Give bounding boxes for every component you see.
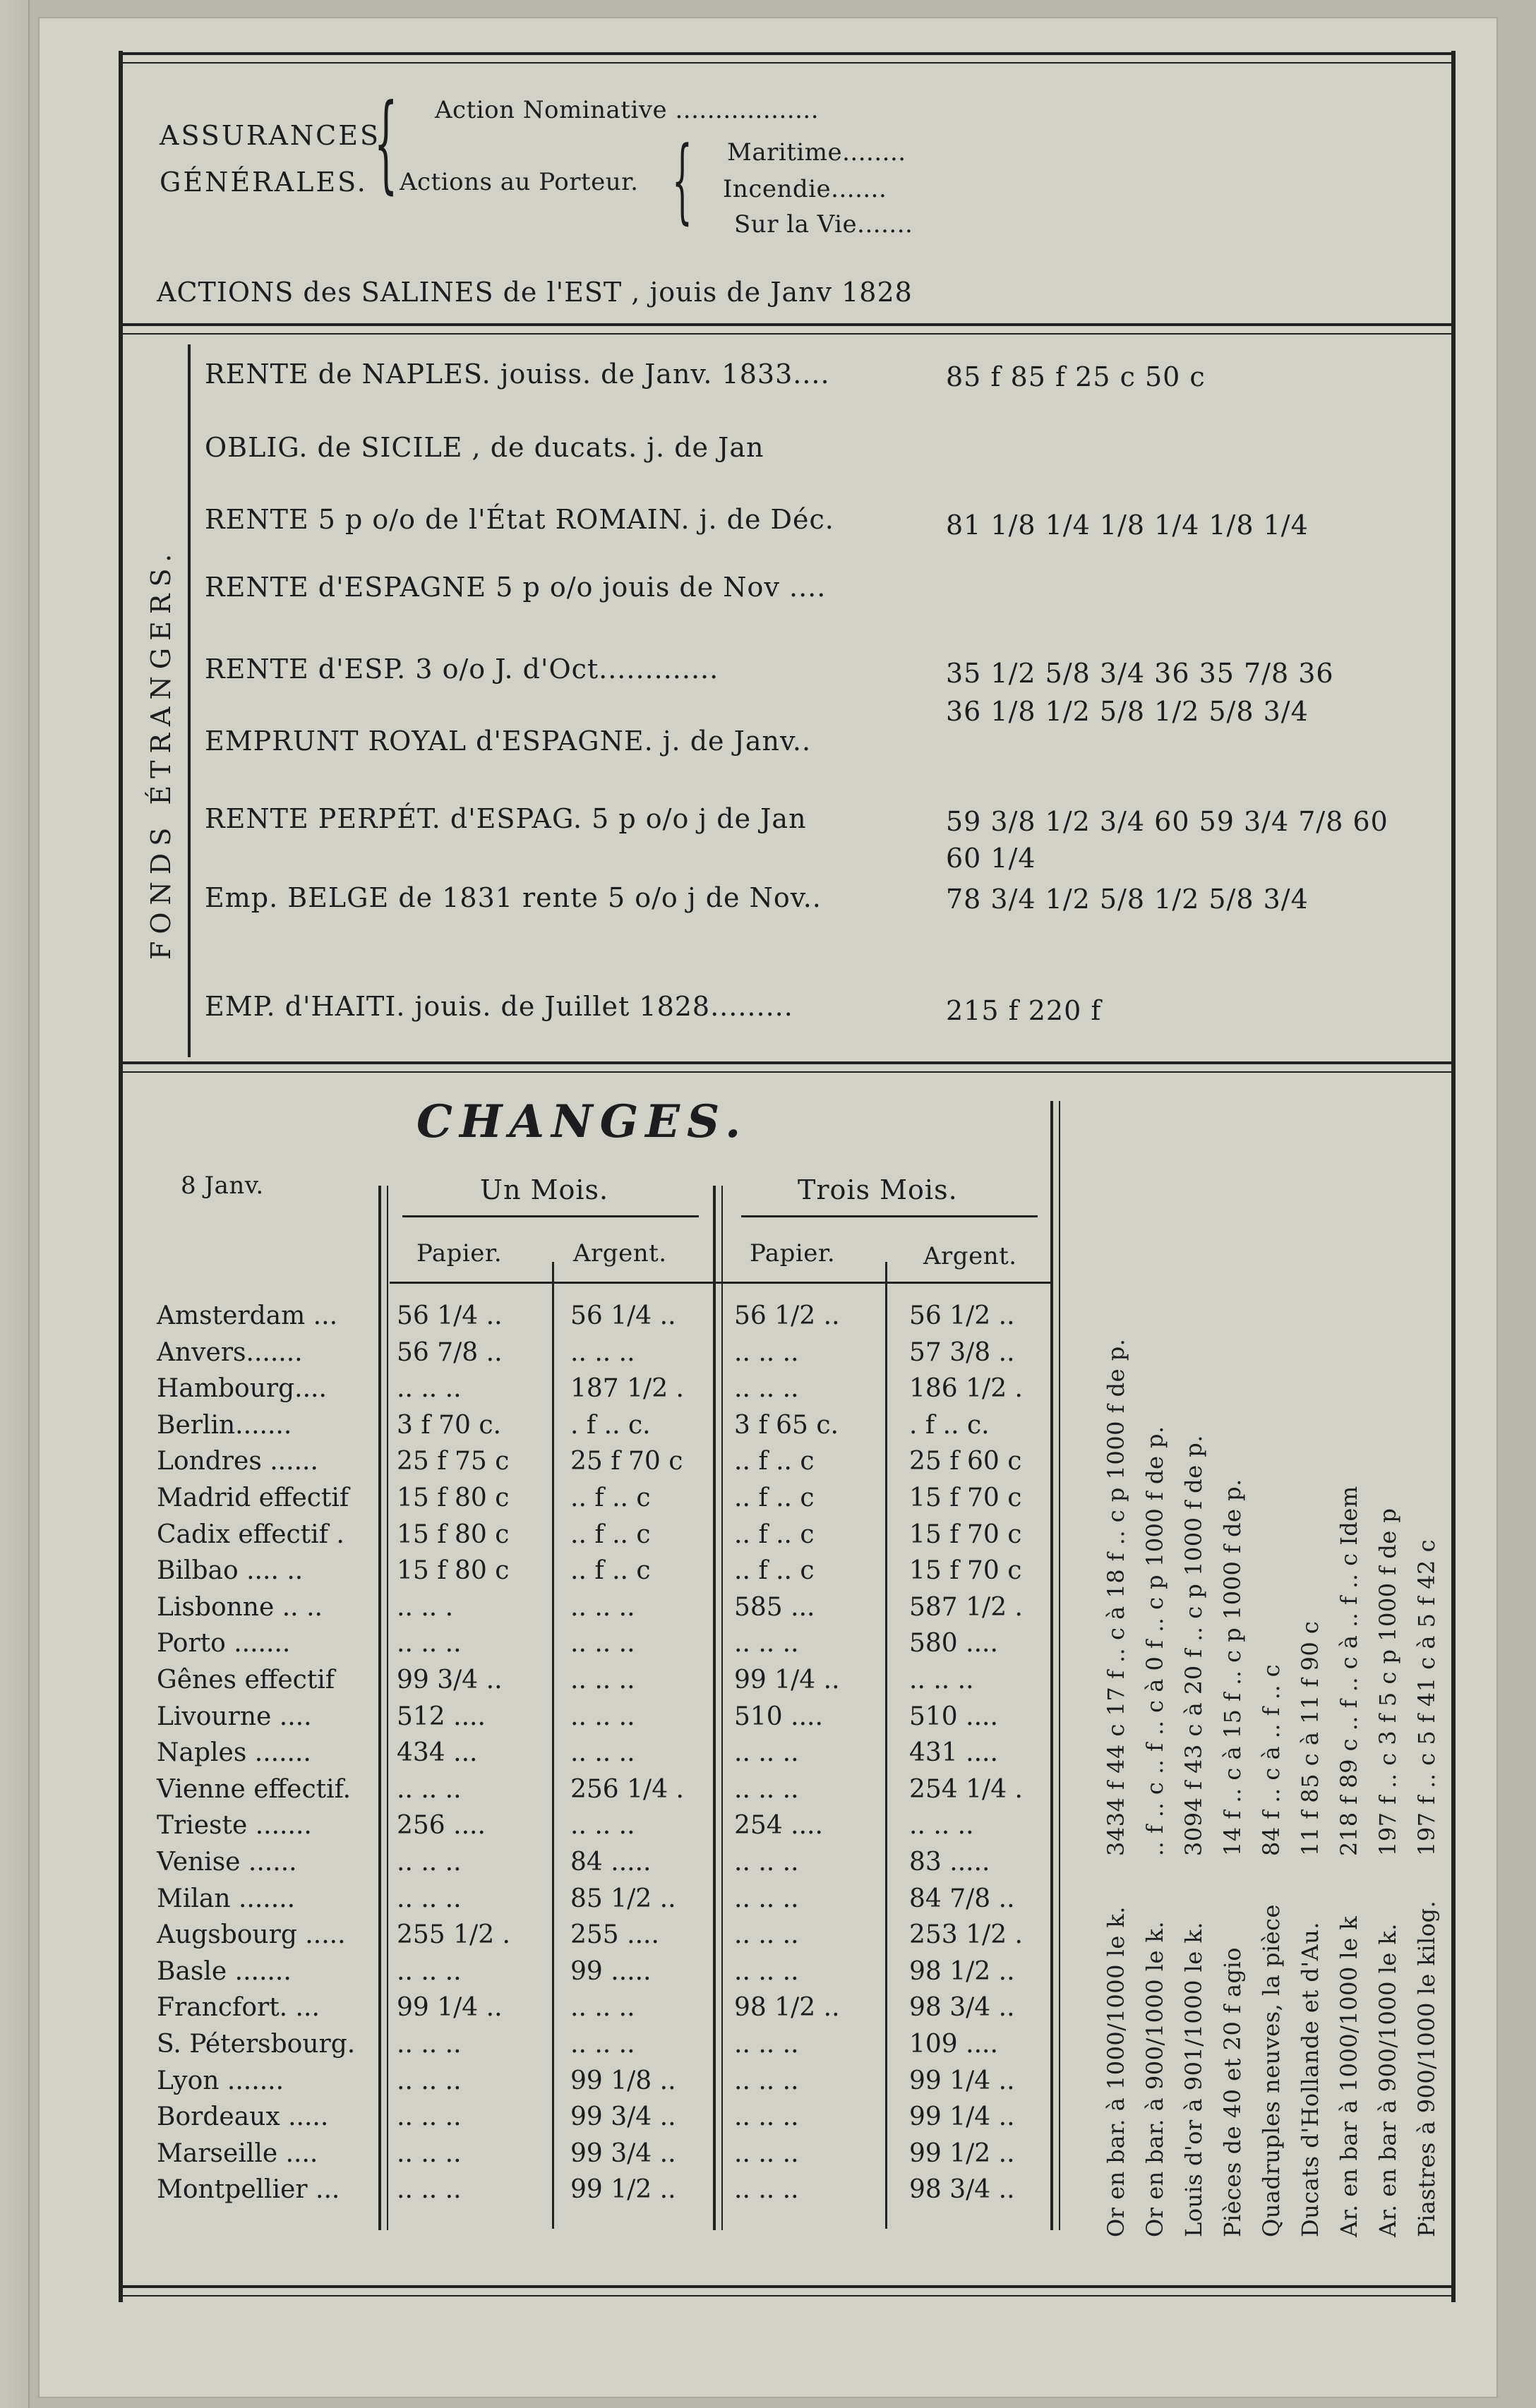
changes-cell: .. .. ..: [734, 1956, 799, 1986]
changes-city: Montpellier ...: [157, 2175, 340, 2205]
fonds-divider: [188, 344, 191, 1057]
argent-header-2: Argent.: [923, 1242, 1017, 1270]
changes-city: Naples .......: [157, 1738, 311, 1768]
changes-row: [157, 1411, 1053, 1447]
changes-cell: 25 f 70 c: [570, 1447, 683, 1476]
un-mois-underline: [402, 1215, 699, 1217]
changes-city: Londres ......: [157, 1447, 318, 1476]
changes-city: Berlin.......: [157, 1410, 292, 1440]
changes-cell: 84 .....: [570, 1848, 652, 1877]
changes-cell: 3 f 65 c.: [734, 1410, 839, 1440]
sur-la-vie: Sur la Vie.......: [734, 210, 913, 239]
changes-cell: 98 1/2 ..: [734, 1993, 840, 2023]
changes-cell: 580 ....: [909, 1629, 998, 1658]
changes-cell: 15 f 70 c: [909, 1519, 1022, 1549]
changes-cell: 254 ....: [734, 1811, 823, 1841]
changes-title: CHANGES.: [416, 1095, 748, 1148]
changes-cell: .. .. ..: [734, 1374, 799, 1404]
changes-cell: .. .. ..: [734, 1884, 799, 1913]
changes-cell: 85 1/2 ..: [570, 1884, 676, 1913]
changes-cell: .. .. ..: [397, 2030, 462, 2059]
action-nominative: Action Nominative ..................: [435, 96, 820, 124]
fonds-row-name: OBLIG. de SICILE , de ducats. j. de Jan: [205, 432, 764, 463]
changes-cell: 3 f 70 c.: [397, 1410, 501, 1440]
argent-header-1: Argent.: [573, 1239, 667, 1268]
bottom-rule: [119, 2285, 1451, 2296]
changes-cell: 109 ....: [909, 2030, 998, 2059]
changes-cell: .. .. ..: [734, 2030, 799, 2059]
changes-cell: .. .. ..: [397, 1848, 462, 1877]
changes-row: [157, 1738, 1053, 1775]
changes-row: [157, 1957, 1053, 1994]
changes-cell: .. .. ..: [734, 2102, 799, 2132]
fonds-side-label: FONDS ÉTRANGERS.: [145, 546, 176, 960]
metal-label: Or en bar. à 1000/1000 le k.: [1103, 1906, 1129, 2237]
changes-cell: 57 3/8 ..: [909, 1337, 1015, 1367]
changes-city: Augsbourg .....: [157, 1920, 346, 1950]
changes-city: Livourne ....: [157, 1702, 312, 1731]
changes-cell: .. .. ..: [734, 1920, 799, 1950]
changes-cell: .. .. ..: [734, 2138, 799, 2168]
changes-row: [157, 2175, 1053, 2212]
fonds-row-values: 81 1/8 1/4 1/8 1/4 1/8 1/4: [946, 510, 1309, 541]
un-mois-header: Un Mois.: [480, 1174, 609, 1205]
changes-city: Francfort. ...: [157, 1993, 320, 2023]
brace-porteur: {: [672, 126, 692, 234]
changes-cell: 98 3/4 ..: [909, 2175, 1015, 2205]
changes-row: [157, 1884, 1053, 1921]
changes-cell: 512 ....: [397, 1702, 486, 1731]
metal-label: Or en bar. à 900/1000 le k.: [1141, 1920, 1168, 2237]
changes-city: Porto .......: [157, 1629, 291, 1658]
changes-cell: .. .. ..: [570, 1702, 635, 1731]
changes-cell: .. .. ..: [397, 2138, 462, 2168]
changes-cell: 84 7/8 ..: [909, 1884, 1015, 1913]
maritime: Maritime........: [727, 138, 906, 167]
changes-cell: .. f .. c: [570, 1483, 651, 1512]
changes-city: Hambourg....: [157, 1374, 327, 1404]
changes-cell: 98 1/2 ..: [909, 1956, 1015, 1986]
papier-header-2: Papier.: [750, 1239, 836, 1268]
changes-city: Lyon .......: [157, 2066, 284, 2095]
changes-cell: 25 f 75 c: [397, 1447, 510, 1476]
rule-below-salines: [119, 323, 1451, 335]
changes-cell: 434 ...: [397, 1738, 478, 1768]
changes-cell: .. .. ..: [397, 1956, 462, 1986]
changes-row: [157, 2066, 1053, 2103]
changes-cell: 99 3/4 ..: [570, 2102, 676, 2132]
changes-cell: .. .. ..: [570, 1666, 635, 1694]
changes-cell: .. .. ..: [397, 1774, 462, 1804]
changes-cell: 99 1/2 ..: [570, 2175, 676, 2205]
changes-cell: .. .. ..: [570, 2030, 635, 2059]
brace-assurances: {: [374, 82, 398, 205]
fonds-row-values: 215 f 220 f: [946, 995, 1102, 1026]
metal-value: 218 f 89 c .. f .. c à .. f .. c Idem: [1336, 1486, 1362, 1856]
incendie: Incendie.......: [723, 175, 887, 203]
metal-label: Piastres à 900/1000 le kilog.: [1413, 1900, 1440, 2237]
fonds-row-values: 35 1/2 5/8 3/4 36 35 7/8 36: [946, 658, 1334, 689]
changes-cell: 99 1/2 ..: [909, 2138, 1015, 2168]
changes-row: [157, 1483, 1053, 1520]
changes-cell: .. .. ..: [570, 1337, 635, 1367]
changes-cell: 99 1/4 ..: [909, 2066, 1015, 2095]
changes-row: [157, 1556, 1053, 1593]
changes-cell: 15 f 70 c: [909, 1556, 1022, 1586]
assurances-label: ASSURANCES: [160, 120, 381, 151]
changes-cell: 99 3/4 ..: [570, 2138, 676, 2168]
changes-row: [157, 2102, 1053, 2139]
generales-label: GÉNÉRALES.: [160, 167, 368, 198]
fonds-row-name: RENTE d'ESPAGNE 5 p o/o jouis de Nov ....: [205, 572, 827, 603]
page-edge: [0, 0, 30, 2408]
metal-value: 3094 f 43 c à 20 f .. c p 1000 f de p.: [1180, 1435, 1207, 1856]
changes-cell: .. .. ..: [397, 1884, 462, 1913]
changes-cell: .. .. ..: [734, 2175, 799, 2205]
fonds-row-name: RENTE 5 p o/o de l'État ROMAIN. j. de Déc.: [205, 504, 834, 535]
changes-row: [157, 1301, 1053, 1338]
changes-cell: 510 ....: [909, 1702, 998, 1731]
changes-city: Vienne effectif.: [157, 1774, 352, 1804]
changes-cell: .. f .. c: [734, 1556, 815, 1586]
changes-cell: 253 1/2 .: [909, 1920, 1023, 1950]
changes-cell: 186 1/2 .: [909, 1374, 1023, 1404]
metal-label: Ar. en bar à 900/1000 le k.: [1374, 1922, 1401, 2237]
changes-cell: .. .. ..: [734, 1337, 799, 1367]
changes-cell: 187 1/2 .: [570, 1374, 684, 1404]
changes-cell: 99 1/4 ..: [397, 1993, 503, 2023]
metal-label: Quadruples neuves, la pièce: [1258, 1904, 1285, 2237]
changes-cell: .. .. ..: [397, 1374, 462, 1404]
changes-row: [157, 1811, 1053, 1848]
changes-cell: 99 1/8 ..: [570, 2066, 676, 2095]
changes-cell: .. .. ..: [397, 2066, 462, 2095]
changes-row: [157, 1775, 1053, 1812]
trois-mois-underline: [741, 1215, 1038, 1217]
changes-cell: .. .. ..: [734, 1738, 799, 1768]
changes-cell: .. .. ..: [397, 2102, 462, 2132]
changes-city: Milan .......: [157, 1884, 296, 1913]
changes-cell: .. .. ..: [570, 1592, 635, 1622]
metal-value: 197 f .. c 5 f 41 c à 5 f 42 c: [1413, 1539, 1440, 1856]
changes-cell: 587 1/2 .: [909, 1592, 1023, 1622]
metal-value: 14 f .. c à 15 f .. c p 1000 f de p.: [1219, 1479, 1246, 1856]
changes-row: [157, 1666, 1053, 1702]
changes-cell: 256 ....: [397, 1811, 486, 1841]
changes-cell: 99 .....: [570, 1956, 652, 1986]
actions-porteur: Actions au Porteur.: [400, 168, 639, 196]
metal-label: Louis d'or à 901/1000 le k.: [1180, 1921, 1207, 2237]
fonds-row-name: EMPRUNT ROYAL d'ESPAGNE. j. de Janv..: [205, 726, 812, 757]
changes-cell: .. .. ..: [734, 1848, 799, 1877]
changes-cell: .. .. ..: [570, 1811, 635, 1841]
fonds-row-values: 78 3/4 1/2 5/8 1/2 5/8 3/4: [946, 884, 1309, 915]
changes-cell: 256 1/4 .: [570, 1774, 684, 1804]
changes-cell: 83 .....: [909, 1848, 990, 1877]
metal-value: 197 f .. c 3 f 5 c p 1000 f de p: [1374, 1507, 1401, 1856]
fonds-row-name: EMP. d'HAITI. jouis. de Juillet 1828.........: [205, 991, 793, 1022]
changes-col-line: [1059, 1101, 1060, 2230]
changes-cell: 56 1/2 ..: [909, 1301, 1015, 1330]
changes-cell: .. f .. c: [734, 1447, 815, 1476]
fonds-row-name: RENTE PERPÉT. d'ESPAG. 5 p o/o j de Jan: [205, 803, 807, 834]
changes-cell: .. .. ..: [570, 1738, 635, 1768]
changes-date: 8 Janv.: [181, 1172, 264, 1200]
fonds-row-values-cont: 36 1/8 1/2 5/8 1/2 5/8 3/4: [946, 696, 1309, 727]
changes-city: Madrid effectif: [157, 1483, 349, 1512]
changes-cell: .. .. ..: [570, 1629, 635, 1658]
changes-cell: .. .. ..: [734, 2066, 799, 2095]
fonds-row-name: Emp. BELGE de 1831 rente 5 o/o j de Nov..: [205, 882, 822, 913]
changes-cell: 585 ...: [734, 1592, 815, 1622]
changes-row: [157, 1374, 1053, 1411]
changes-cell: .. .. ..: [909, 1666, 974, 1694]
changes-cell: 99 1/4 ..: [734, 1666, 840, 1694]
changes-city: Venise ......: [157, 1848, 297, 1877]
changes-table: [157, 1301, 1053, 2219]
changes-cell: 255 1/2 .: [397, 1920, 510, 1950]
changes-cell: .. .. ..: [397, 2175, 462, 2205]
changes-city: Lisbonne .. ..: [157, 1592, 323, 1622]
changes-row: [157, 1338, 1053, 1375]
changes-cell: .. .. ..: [397, 1629, 462, 1658]
changes-city: Marseille ....: [157, 2138, 318, 2168]
changes-cell: .. f .. c: [734, 1483, 815, 1512]
changes-cell: .. .. ..: [734, 1629, 799, 1658]
changes-cell: 431 ....: [909, 1738, 998, 1768]
changes-city: Basle .......: [157, 1956, 292, 1986]
changes-cell: 98 3/4 ..: [909, 1993, 1015, 2023]
changes-cell: 56 1/4 ..: [570, 1301, 676, 1330]
changes-cell: 15 f 80 c: [397, 1483, 510, 1512]
changes-cell: .. f .. c: [734, 1519, 815, 1549]
fonds-row-values: 59 3/8 1/2 3/4 60 59 3/4 7/8 60: [946, 806, 1388, 837]
metal-value: 11 f 85 c à 11 f 90 c: [1297, 1620, 1324, 1856]
top-rule: [119, 52, 1451, 64]
changes-cell: 99 1/4 ..: [909, 2102, 1015, 2132]
changes-row: [157, 2030, 1053, 2066]
changes-city: Amsterdam ...: [157, 1301, 338, 1330]
fonds-row-name: RENTE de NAPLES. jouiss. de Janv. 1833....: [205, 359, 830, 390]
changes-city: Bilbao .... ..: [157, 1556, 304, 1586]
changes-row: [157, 1593, 1053, 1630]
rule-above-changes: [119, 1061, 1451, 1073]
salines-line: ACTIONS des SALINES de l'EST , jouis de Janv 1828: [157, 277, 913, 308]
changes-cell: 15 f 80 c: [397, 1556, 510, 1586]
metal-label: Pièces de 40 et 20 f agio: [1219, 1946, 1246, 2237]
papier-header-1: Papier.: [416, 1239, 503, 1268]
changes-cell: 56 7/8 ..: [397, 1337, 503, 1367]
changes-row: [157, 2139, 1053, 2176]
metal-value: .. f .. c .. f .. c à 0 f .. c p 1000 f de p.: [1141, 1426, 1168, 1856]
changes-row: [157, 1629, 1053, 1666]
changes-cell: .. f .. c: [570, 1556, 651, 1586]
changes-cell: 15 f 80 c: [397, 1519, 510, 1549]
changes-cell: 99 3/4 ..: [397, 1666, 503, 1694]
changes-city: S. Pétersbourg.: [157, 2030, 356, 2059]
changes-cell: .. .. ..: [909, 1811, 974, 1841]
changes-cell: 510 ....: [734, 1702, 823, 1731]
changes-cell: 254 1/4 .: [909, 1774, 1023, 1804]
changes-cell: .. .. .: [397, 1592, 454, 1622]
changes-row: [157, 1520, 1053, 1557]
metals-block: [1087, 1087, 1440, 2244]
changes-city: Gênes effectif: [157, 1666, 335, 1694]
metal-value: 84 f .. c à .. f .. c: [1258, 1663, 1285, 1856]
fonds-row-values: 85 f 85 f 25 c 50 c: [946, 361, 1206, 392]
metal-label: Ducats d'Hollande et d'Au.: [1297, 1921, 1324, 2237]
changes-cell: 15 f 70 c: [909, 1483, 1022, 1512]
metal-value: 3434 f 44 c 17 f .. c à 18 f .. c p 1000 f de p.: [1103, 1338, 1129, 1856]
changes-cell: .. f .. c: [570, 1519, 651, 1549]
changes-cell: .. .. ..: [570, 1993, 635, 2023]
metal-label: Ar. en bar à 1000/1000 le k: [1336, 1915, 1362, 2237]
changes-cell: 56 1/2 ..: [734, 1301, 840, 1330]
changes-cell: . f .. c.: [909, 1410, 990, 1440]
changes-cell: 255 ....: [570, 1920, 659, 1950]
trois-mois-header: Trois Mois.: [798, 1174, 958, 1205]
changes-cell: .. .. ..: [734, 1774, 799, 1804]
changes-cell: . f .. c.: [570, 1410, 651, 1440]
changes-row: [157, 1920, 1053, 1957]
changes-city: Anvers.......: [157, 1337, 303, 1367]
changes-row: [157, 1447, 1053, 1483]
fonds-row-values-cont: 60 1/4: [946, 843, 1036, 874]
changes-cell: 25 f 60 c: [909, 1447, 1022, 1476]
changes-city: Trieste .......: [157, 1811, 312, 1841]
changes-city: Cadix effectif .: [157, 1519, 344, 1549]
changes-row: [157, 1702, 1053, 1739]
changes-cell: 56 1/4 ..: [397, 1301, 503, 1330]
fonds-row-name: RENTE d'ESP. 3 o/o J. d'Oct.............: [205, 654, 719, 685]
changes-row: [157, 1993, 1053, 2030]
changes-city: Bordeaux .....: [157, 2102, 329, 2132]
changes-row: [157, 1848, 1053, 1884]
